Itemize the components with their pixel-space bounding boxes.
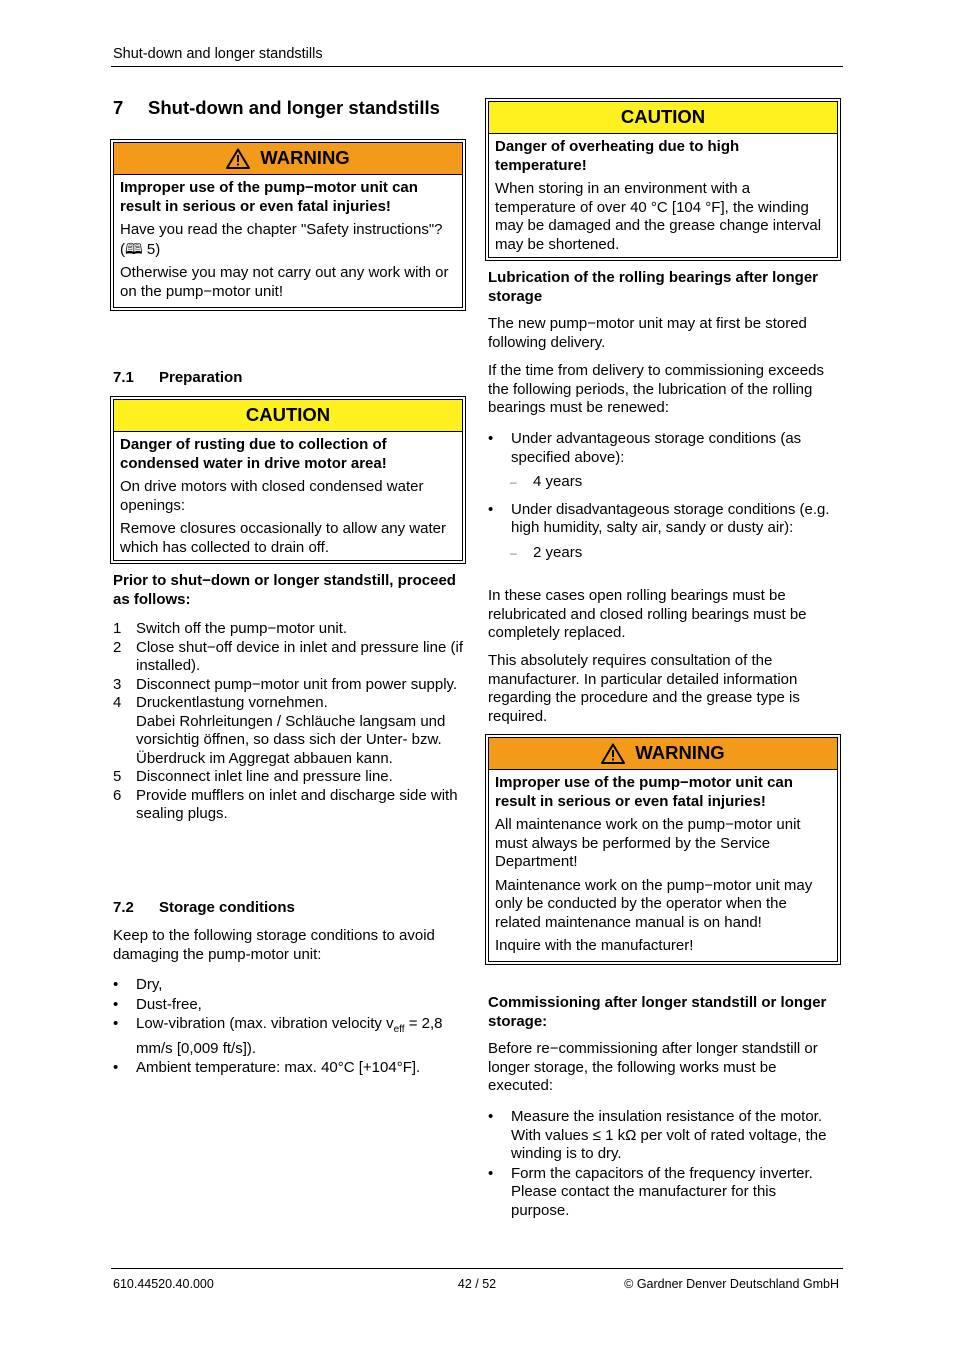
warning-label: WARNING — [635, 742, 725, 764]
step-number: 4 — [113, 694, 122, 711]
paragraph-text: This absolutely requires consultation of the manufacturer. In particular detailed information regarding the procedure and the grease type is required. — [488, 652, 800, 725]
list-item — [488, 1165, 838, 1221]
footer-rule — [111, 1268, 843, 1269]
lubrication-heading-text: Lubrication of the rolling bearings after longer storage — [488, 269, 819, 305]
item-text — [136, 1015, 465, 1058]
running-header: Shut-down and longer standstills — [113, 46, 323, 62]
document-number: 610.44520.40.000 — [113, 1277, 214, 1291]
step-number: 1 — [113, 620, 122, 637]
list-item — [113, 620, 465, 639]
step-number: 5 — [113, 768, 122, 785]
caution-text-2: Remove closures occasionally to allow any water which has collected to drain off. — [120, 520, 446, 556]
paragraph-text: In these cases open rolling bearings must be relubricated and closed rolling bearings must be completely replaced. — [488, 587, 807, 641]
paragraph — [488, 587, 838, 643]
step-text: Disconnect inlet line and pressure line. — [136, 768, 393, 785]
warning-header — [489, 738, 837, 770]
list-item — [113, 1015, 465, 1058]
step-text: Druckentlastung vornehmen. Dabei Rohrleitungen / Schläuche langsam und vorsichtig öffnen, so dass sich der Unter- bzw. Überdruck im Aggregat abbauen kann. — [136, 694, 446, 767]
step-text: Disconnect pump−motor unit from power supply. — [136, 675, 458, 693]
list-item — [113, 787, 465, 824]
list-item — [488, 430, 838, 467]
warning-label: WARNING — [260, 147, 350, 169]
item-text: Dry, — [136, 976, 163, 993]
bullet: • — [113, 1015, 119, 1032]
storage-intro — [113, 927, 465, 964]
section-title: Storage conditions — [159, 899, 295, 916]
section-title: Shut-down and longer standstills — [148, 97, 440, 118]
commissioning-heading-text: Commissioning after longer standstill or longer storage: — [488, 994, 827, 1030]
section-number: 7.2 — [113, 899, 134, 916]
paragraph — [488, 1040, 838, 1096]
list-item — [488, 1108, 838, 1164]
list-item — [113, 1059, 465, 1078]
item-text: Dust-free, — [136, 995, 202, 1013]
warning-triangle-icon — [226, 148, 250, 169]
step-number: 2 — [113, 638, 122, 656]
procedure-heading-text: Prior to shut−down or longer standstill, proceed as follows: — [113, 572, 456, 608]
procedure-steps — [113, 620, 465, 824]
warning-box — [110, 139, 466, 311]
step-number: 6 — [113, 786, 122, 804]
paragraph-text: If the time from delivery to commissioning exceeds the following periods, the lubrication of the rolling bearings must be renewed: — [488, 362, 824, 416]
caution-headline: Danger of rusting due to collection of condensed water in drive motor area! — [120, 436, 387, 472]
storage-intro-text: Keep to the following storage conditions to avoid damaging the pump-motor unit: — [113, 927, 435, 963]
item-text: 2 years — [533, 543, 583, 561]
vibration-subscript: eff — [393, 1024, 405, 1035]
caution-headline: Danger of overheating due to high temperature! — [495, 138, 740, 174]
item-text: 4 years — [533, 473, 583, 490]
commissioning-heading — [488, 994, 833, 1031]
caution-header — [489, 102, 837, 134]
list-item — [113, 639, 465, 676]
lubrication-periods-list — [488, 430, 838, 562]
list-item — [488, 473, 838, 492]
bullet: • — [113, 976, 119, 993]
step-text: Switch off the pump−motor unit. — [136, 620, 348, 637]
page-number: 42 / 52 — [457, 1277, 497, 1291]
section-7-heading — [113, 99, 440, 118]
section-number: 7 — [113, 97, 124, 118]
caution-label: CAUTION — [620, 106, 706, 128]
warning-text-1: All maintenance work on the pump−motor unit must always be performed by the Service Department! — [495, 816, 801, 870]
caution-text: When storing in an environment with a temperature of over 40 °C [104 °F], the winding may be damaged and the grease change interval may be shortened. — [495, 180, 822, 253]
commissioning-list — [488, 1108, 838, 1221]
section-71-heading — [113, 369, 242, 388]
paragraph-text: Before re−commissioning after longer standstill or longer storage, the following works must be executed: — [488, 1040, 818, 1094]
list-item — [488, 544, 838, 563]
section-number: 7.1 — [113, 369, 134, 386]
caution-box — [485, 98, 841, 261]
header-rule — [111, 66, 843, 67]
warning-headline: Improper use of the pump−motor unit can result in serious or even fatal injuries! — [120, 179, 418, 215]
step-text: Close shut−off device in inlet and pressure line (if installed). — [136, 638, 463, 674]
bullet: • — [488, 500, 494, 518]
caution-label: CAUTION — [245, 404, 331, 426]
warning-text-1 — [120, 221, 456, 259]
list-item — [113, 676, 465, 695]
paragraph — [488, 362, 838, 418]
lubrication-heading — [488, 269, 833, 306]
caution-text-1: On drive motors with closed condensed water openings: — [120, 478, 424, 514]
list-item — [488, 501, 838, 538]
warning-triangle-icon — [601, 743, 625, 764]
bullet: • — [488, 1108, 494, 1125]
bullet: • — [113, 995, 119, 1013]
warning-text-3: Inquire with the manufacturer! — [495, 937, 694, 954]
warning-text-1a: Have you read the chapter "Safety instructions"? ( — [120, 221, 443, 258]
section-title: Preparation — [159, 369, 243, 386]
item-text: Measure the insulation resistance of the motor. With values ≤ 1 kΩ per volt of rated voltage, the winding is to dry. — [511, 1108, 827, 1162]
bullet: • — [113, 1059, 119, 1076]
list-item — [113, 976, 465, 995]
step-text: Provide mufflers on inlet and discharge side with sealing plugs. — [136, 786, 458, 822]
caution-box — [110, 396, 466, 564]
list-item — [113, 996, 465, 1015]
paragraph — [488, 652, 838, 726]
bullet: • — [488, 1164, 494, 1182]
warning-headline: Improper use of the pump−motor unit can result in serious or even fatal injuries! — [495, 774, 793, 810]
storage-conditions-list — [113, 976, 465, 1079]
vibration-text: Low-vibration (max. vibration velocity v — [136, 1015, 394, 1032]
list-item — [113, 694, 465, 768]
procedure-heading — [113, 572, 463, 609]
item-text: Under disadvantageous storage conditions (e.g. high humidity, salty air, sandy or dusty air): — [511, 500, 830, 536]
item-text: Under advantageous storage conditions (as specified above): — [511, 430, 802, 466]
warning-text-2: Otherwise you may not carry out any work with or on the pump−motor unit! — [120, 264, 449, 300]
copyright: © Gardner Denver Deutschland GmbH — [624, 1277, 839, 1291]
warning-text-2: Maintenance work on the pump−motor unit may only be conducted by the operator when the related maintenance manual is on hand! — [495, 876, 813, 931]
dash: – — [510, 545, 517, 560]
section-72-heading — [113, 899, 295, 918]
item-text: Form the capacitors of the frequency inverter. Please contact the manufacturer for this purpose. — [511, 1164, 813, 1219]
book-icon: 🕮 — [125, 239, 143, 258]
warning-header — [114, 143, 462, 175]
vibration-value: = 2,8 mm/s [0,009 ft/s]). — [136, 1015, 443, 1057]
item-text: Ambient temperature: max. 40°C [+104°F]. — [136, 1059, 421, 1076]
paragraph-text: The new pump−motor unit may at first be stored following delivery. — [488, 315, 807, 351]
step-number: 3 — [113, 675, 122, 693]
list-item — [113, 768, 465, 787]
caution-header — [114, 400, 462, 432]
warning-text-1b: 5) — [142, 240, 161, 258]
bullet: • — [488, 430, 494, 447]
dash: – — [510, 475, 517, 489]
paragraph — [488, 315, 838, 352]
warning-box — [485, 734, 841, 965]
